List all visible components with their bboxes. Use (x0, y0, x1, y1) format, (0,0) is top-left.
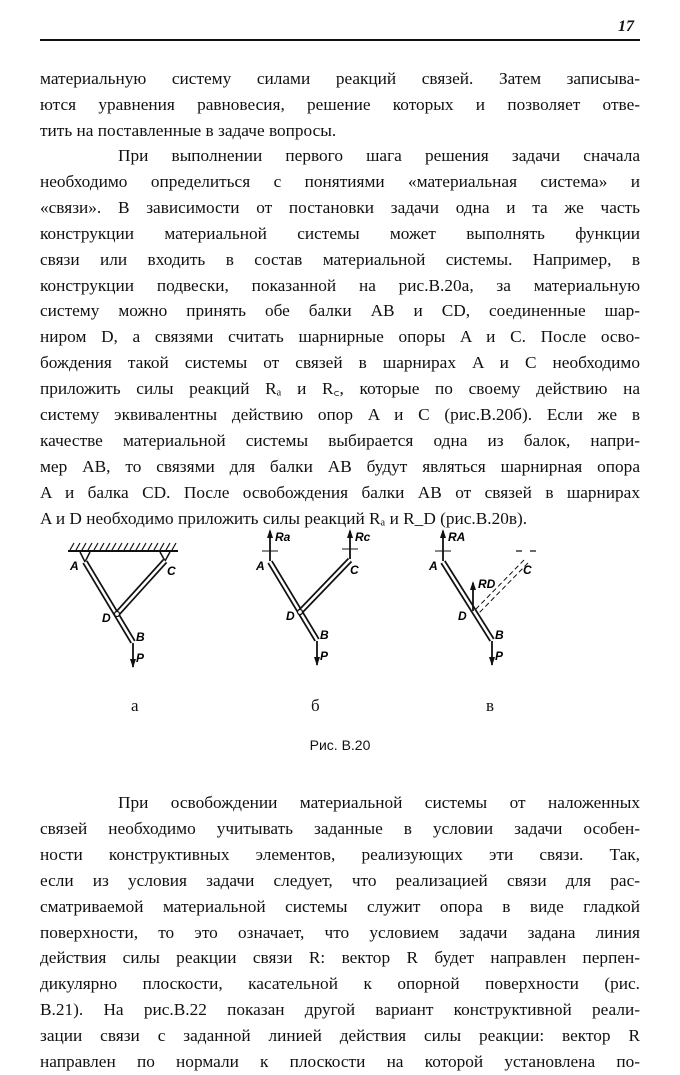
figure-a (68, 543, 178, 668)
ceiling-hatch (70, 543, 176, 550)
text-line: систему эквивалентны действию опор A и C (рис.В.20б). Если же в (40, 405, 640, 425)
paragraph-3 (40, 790, 640, 1075)
svg-text:B: B (320, 628, 329, 642)
figure-c (428, 529, 536, 666)
svg-text:B: B (495, 628, 504, 642)
text-line: направлен по нормали к плоскости на которой установлена по- (40, 1052, 640, 1072)
text-line: зации связи с заданной линией действия силы реакции: вектор R (40, 1026, 640, 1046)
text-line: сматриваемой материальной системы служит опора в виде гладкой (40, 896, 640, 916)
sublabel-a: а (131, 696, 139, 715)
text-line: действия силы реакции связи R: вектор R будет направлен перпен- (40, 948, 640, 968)
text-line: ности конструктивных элементов, реализующих эти связи. Так, (40, 844, 640, 864)
text-line: бождения такой системы от связей в шарнирах A и C необходимо (40, 353, 640, 373)
label-c: C (167, 564, 176, 578)
text-line: При освобождении материальной системы от наложенных (118, 793, 640, 812)
text-line: A и D необходимо приложить силы реакций Rₐ и R_D (рис.В.20в). (40, 508, 528, 528)
paragraph-1 (40, 66, 640, 144)
text-line: необходимо определиться с понятиями «материальная система» и (40, 171, 640, 191)
header-rule (40, 39, 640, 41)
svg-text:Rс: Rс (355, 530, 371, 544)
text-line: качестве материальной системы выбирается одна из балок, напри- (40, 430, 640, 450)
svg-text:P: P (320, 649, 329, 663)
text-line: При выполнении первого шага решения задачи сначала (118, 146, 640, 165)
svg-text:A: A (429, 559, 438, 573)
figure-caption: Рис. В.20 (309, 737, 371, 753)
figure-b (255, 529, 371, 666)
text-line: В.21). На рис.В.22 показан другой вариант конструктивной реали- (40, 1000, 640, 1020)
hinge-supports (80, 552, 170, 562)
page-number: 17 (618, 18, 634, 35)
svg-text:Rа: Rа (275, 530, 291, 544)
label-b: B (136, 630, 145, 644)
label-p: P (136, 651, 145, 665)
label-d: D (102, 611, 111, 625)
svg-text:C: C (350, 563, 359, 577)
text-line: «связи». В зависимости от постановки задачи одна и та же часть (40, 197, 640, 217)
text-line: тить на поставленные в задаче вопросы. (40, 120, 337, 140)
sublabel-c: в (486, 696, 495, 715)
paragraph-2 (40, 143, 640, 532)
figure-b20 (0, 500, 680, 690)
svg-text:RA: RA (448, 530, 466, 544)
sublabel-b: б (311, 696, 320, 715)
text-line: материальную систему силами реакций связей. Затем записыва- (40, 69, 640, 88)
text-line: связи или входить в состав материальной системы. Например, в (40, 249, 640, 269)
text-line: если из условия задачи следует, что реализацией связи для рас- (40, 870, 640, 890)
svg-text:RD: RD (478, 577, 496, 591)
text-line: систему можно принять обе балки AB и CD, соединенные шар- (40, 301, 640, 321)
text-line: конструкции подвески, показанной на рис.В.20а, за материальную (40, 275, 640, 295)
label-a: A (70, 559, 79, 573)
text-line: ниром D, а связями считать шарнирные опоры A и C. После осво- (40, 327, 640, 347)
svg-text:P: P (495, 649, 504, 663)
svg-text:C: C (523, 563, 532, 577)
text-line: приложить силы реакций Rₐ и R꜀, которые по своему действию на (40, 379, 640, 399)
svg-text:D: D (458, 609, 467, 623)
text-line: мер AB, то связями для балки AB будут являться шарнирная опора (40, 456, 640, 476)
text-line: дикулярно плоскости, касательной к опорной поверхности (рис. (40, 974, 640, 994)
svg-text:A: A (256, 559, 265, 573)
text-line: поверхности, то это означает, что условием задачи задана линия (40, 922, 640, 942)
text-line: конструкции материальной системы может выполнять функции (40, 223, 640, 243)
svg-text:D: D (286, 609, 295, 623)
text-line: A и балка CD. После освобождения балки AB от связей в шарнирах (40, 482, 640, 502)
text-line: ются уравнения равновесия, решение которых и позволяет отве- (40, 94, 640, 114)
text-line: связей необходимо учитывать заданные в условии задачи особен- (40, 818, 640, 838)
